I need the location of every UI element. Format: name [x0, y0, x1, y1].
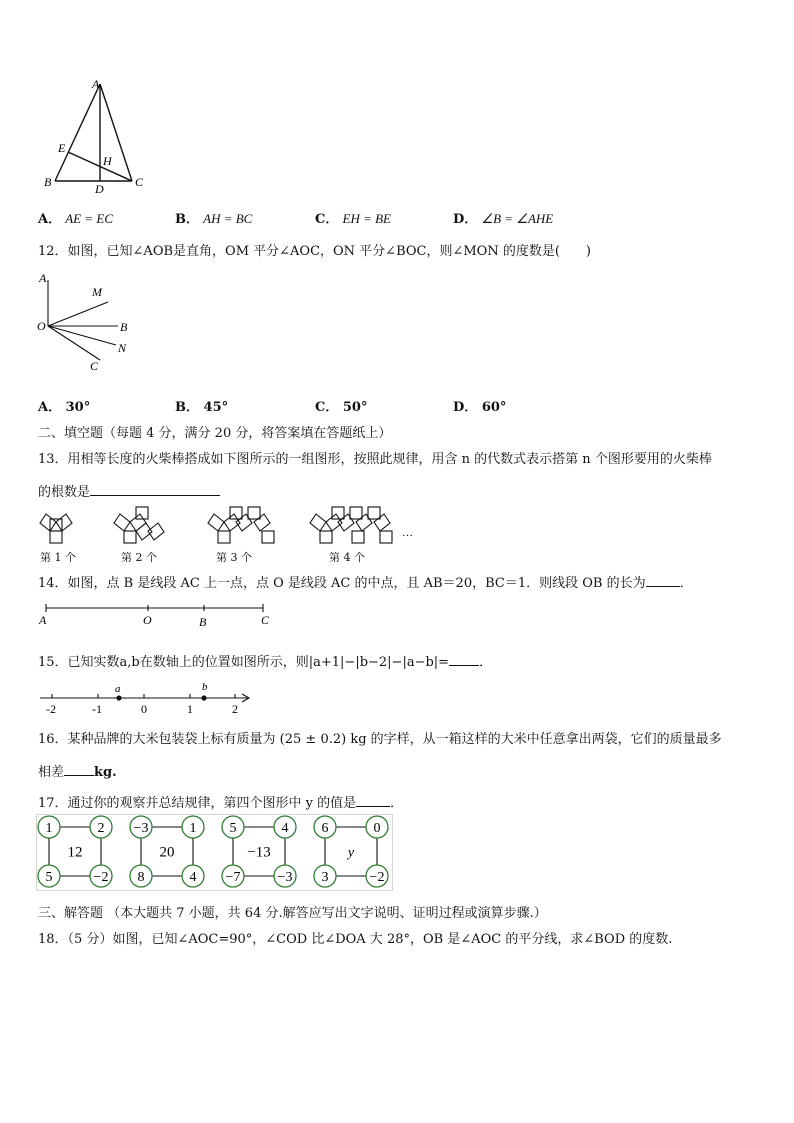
q17-corner-value: 5 [45, 870, 53, 885]
q17-pattern-figures [36, 814, 396, 894]
q17-center-value: 20 [159, 844, 175, 861]
q15-tick-0: 0 [141, 702, 147, 716]
q15-point-a-label: a [115, 683, 121, 695]
q13-caption-3: 第 3 个 [216, 551, 252, 564]
q16-answer-blank[interactable] [64, 762, 94, 776]
q11-option-d: D． ∠B = ∠AHE [453, 211, 554, 227]
q17-question: 17．通过你的观察并总结规律，第四个图形中 y 的值是 ． [38, 792, 403, 811]
q12-option-b: B． 45° [175, 400, 229, 415]
q13-ellipsis: … [402, 527, 413, 539]
q17-corner-value: 6 [321, 821, 329, 836]
q17-corner-value: 1 [189, 821, 197, 836]
q17-corner-value: −2 [369, 870, 385, 885]
q17-figure-1 [38, 816, 112, 887]
q17-corner-value: 0 [373, 821, 381, 836]
q11-label-d: D [95, 182, 104, 193]
q12-label-c: C [90, 359, 99, 373]
q14-segment-figure [36, 600, 286, 628]
section2-title: 二、填空题（每题 4 分，满分 20 分，将答案填在答题纸上） [38, 426, 392, 441]
q15-number-line [36, 682, 258, 716]
q17-center-value: −13 [247, 844, 271, 861]
q17-corner-value: −3 [277, 870, 293, 885]
q17-center-value: 12 [67, 844, 83, 861]
q14-label-c: C [261, 613, 270, 627]
q17-figure-4 [314, 816, 388, 887]
q17-figure-2 [130, 816, 204, 887]
q12-label-n: N [118, 341, 127, 355]
q11-label-c: C [135, 175, 144, 189]
q17-figure-3 [222, 816, 296, 887]
q13-caption-2: 第 2 个 [121, 551, 157, 564]
q17-corner-value: −2 [93, 870, 109, 885]
q14-answer-blank[interactable] [646, 573, 680, 587]
q12-option-c: C． 50° [315, 400, 368, 415]
q17-corner-value: 5 [229, 821, 237, 836]
q11-label-h: H [103, 154, 112, 168]
q17-corner-value: 1 [45, 821, 53, 836]
q11-label-a: A [92, 78, 100, 91]
q12-option-d: D． 60° [453, 400, 507, 415]
q17-corner-value: 4 [189, 870, 197, 885]
q13-matchstick-figures [36, 506, 436, 548]
q14-question: 14．如图，点 B 是线段 AC 上一点，点 O 是线段 AC 的中点，且 AB＝20，BC＝1．则线段 OB 的长为 ． [38, 572, 693, 591]
q13-caption-4: 第 4 个 [329, 551, 365, 564]
q13-question-line2: 的根数是 [38, 481, 220, 500]
q15-tick-1: 1 [187, 702, 193, 716]
q17-corner-value: 4 [281, 821, 289, 836]
q17-corner-value: 3 [321, 870, 329, 885]
q17-corner-value: 8 [137, 870, 145, 885]
q18-question: 18．（5 分）如图，已知∠AOC=90°，∠COD 比∠DOA 大 28°，OB 是∠AOC 的平分线，求∠BOD 的度数. [38, 932, 673, 947]
q16-question-line2: 相差 kg. [38, 761, 117, 780]
q15-tick-neg2: -2 [46, 702, 56, 716]
q12-label-o: O [37, 319, 46, 333]
q13-caption-1: 第 1 个 [40, 551, 76, 564]
q11-label-b: B [44, 175, 52, 189]
q11-option-a: A． AE = EC [38, 211, 114, 227]
q15-answer-blank[interactable] [449, 652, 479, 666]
q16-question: 16．某种品牌的大米包装袋上标有质量为 (25 ± 0.2) kg 的字样，从一箱这样的大米中任意拿出两袋，它们的质量最多 [38, 732, 722, 747]
q12-question: 12．如图，已知∠AOB是直角，OM 平分∠AOC，ON 平分∠BOC，则∠MON 的度数是( ) [38, 244, 591, 259]
q17-corner-value: −3 [133, 821, 149, 836]
q17-corner-value: 2 [97, 821, 105, 836]
q17-answer-blank[interactable] [356, 793, 390, 807]
q11-triangle-figure [40, 78, 160, 193]
q17-corner-value: −7 [225, 870, 241, 885]
q12-label-a: A [39, 271, 47, 285]
q13-question: 13．用相等长度的火柴棒搭成如下图所示的一组图形，按照此规律，用含 n 的代数式表示搭第 n 个图形要用的火柴棒 [38, 452, 712, 467]
q11-option-c: C． EH = BE [315, 211, 391, 227]
q12-label-m: M [92, 285, 102, 299]
q11-option-b: B． AH = BC [175, 211, 253, 227]
section3-title: 三、解答题 （本大题共 7 小题，共 64 分.解答应写出文字说明、证明过程或演算步骤.） [38, 906, 547, 921]
q13-answer-blank[interactable] [90, 482, 220, 496]
q14-label-a: A [39, 613, 47, 627]
q14-label-b: B [199, 615, 207, 628]
q15-question: 15．已知实数a,b在数轴上的位置如图所示，则|a+1|−|b−2|−|a−b|= ． [38, 651, 492, 670]
q12-label-b: B [120, 320, 128, 334]
q15-point-b-label: b [202, 682, 208, 693]
q11-label-e: E [58, 141, 66, 155]
q15-tick-2: 2 [232, 702, 238, 716]
q12-angle-figure [36, 268, 146, 378]
q12-option-a: A． 30° [38, 400, 91, 415]
q15-tick-neg1: -1 [92, 702, 102, 716]
q14-label-o: O [143, 613, 152, 627]
q17-center-value: y [347, 845, 355, 861]
